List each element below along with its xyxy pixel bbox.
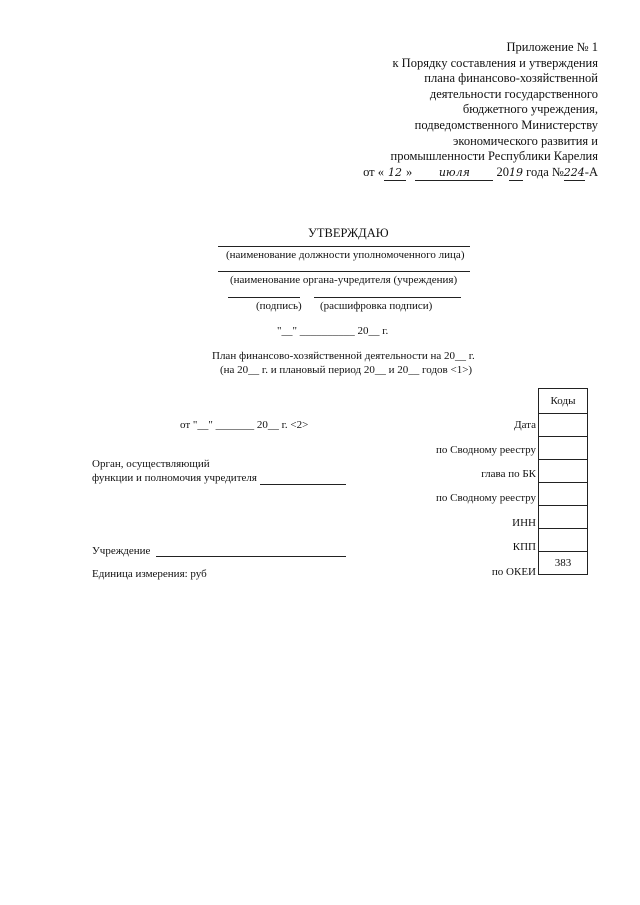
code-cell-okei[interactable]: 383	[539, 552, 588, 575]
organ-line	[218, 271, 470, 272]
code-cell-registry[interactable]	[539, 437, 588, 460]
order-date-day: 12	[384, 165, 406, 182]
organ-label-line1: Орган, осуществляющий	[92, 458, 210, 470]
institution-label: Учреждение	[92, 545, 151, 557]
order-date-year-prefix: 20	[496, 164, 509, 179]
code-label-date: Дата	[514, 419, 536, 431]
order-number-suffix: -А	[584, 164, 598, 179]
order-date-prefix: от «	[363, 164, 384, 179]
appendix-line: промышленности Республики Карелия	[390, 149, 598, 164]
organ-field-line[interactable]	[260, 484, 346, 485]
codes-table	[538, 388, 588, 575]
order-number: 224	[564, 165, 585, 182]
plan-subtitle: (на 20__ г. и плановый период 20__ и 20__ годов <1>)	[220, 364, 473, 376]
codes-header: Коды	[539, 389, 588, 414]
position-line	[218, 246, 470, 247]
position-hint: (наименование должности уполномоченного лица)	[226, 249, 465, 261]
plan-title: План финансово-хозяйственной деятельности на 20__ г.	[212, 350, 475, 362]
code-cell-date[interactable]	[539, 414, 588, 437]
appendix-line: экономического развития и	[453, 133, 598, 148]
code-label-kpp: КПП	[512, 541, 536, 553]
approval-date: "__" __________ 20__ г.	[277, 325, 389, 337]
form-date: от "__" _______ 20__ г. <2>	[180, 419, 309, 431]
order-date-month: июля	[415, 165, 493, 182]
unit-label: Единица измерения: руб	[92, 568, 207, 580]
signature-hint: (подпись)	[256, 300, 302, 312]
institution-field-line[interactable]	[156, 556, 346, 557]
code-label-registry: по Сводному реестру	[436, 444, 536, 456]
appendix-line: бюджетного учреждения,	[462, 102, 598, 117]
code-label-bk: глава по БК	[481, 468, 536, 480]
decode-line	[314, 297, 461, 298]
appendix-line: Приложение № 1	[506, 40, 598, 54]
appendix-line: подведомственного Министерству	[414, 117, 598, 132]
appendix-line: плана финансово-хозяйственной	[424, 71, 598, 86]
code-cell-kpp[interactable]	[539, 529, 588, 552]
decode-hint: (расшифровка подписи)	[320, 300, 433, 312]
code-label-registry-2: по Сводному реестру	[436, 492, 536, 504]
code-label-inn: ИНН	[512, 517, 536, 529]
order-date-mid: »	[406, 164, 413, 179]
code-label-okei: по ОКЕИ	[491, 566, 536, 578]
approval-title: УТВЕРЖДАЮ	[308, 226, 389, 240]
code-cell-bk[interactable]	[539, 460, 588, 483]
organ-label-line2: функции и полномочия учредителя	[92, 472, 257, 484]
order-date-suffix: года №	[526, 164, 564, 179]
appendix-line: к Порядку составления и утверждения	[392, 55, 598, 70]
organ-hint: (наименование органа-учредителя (учреждения)	[230, 274, 458, 286]
appendix-header	[363, 40, 598, 181]
code-cell-registry-2[interactable]	[539, 483, 588, 506]
appendix-order-date	[363, 165, 598, 182]
appendix-line: деятельности государственного	[429, 86, 598, 101]
signature-line	[228, 297, 300, 298]
order-date-year: 19	[509, 165, 523, 182]
code-cell-inn[interactable]	[539, 506, 588, 529]
